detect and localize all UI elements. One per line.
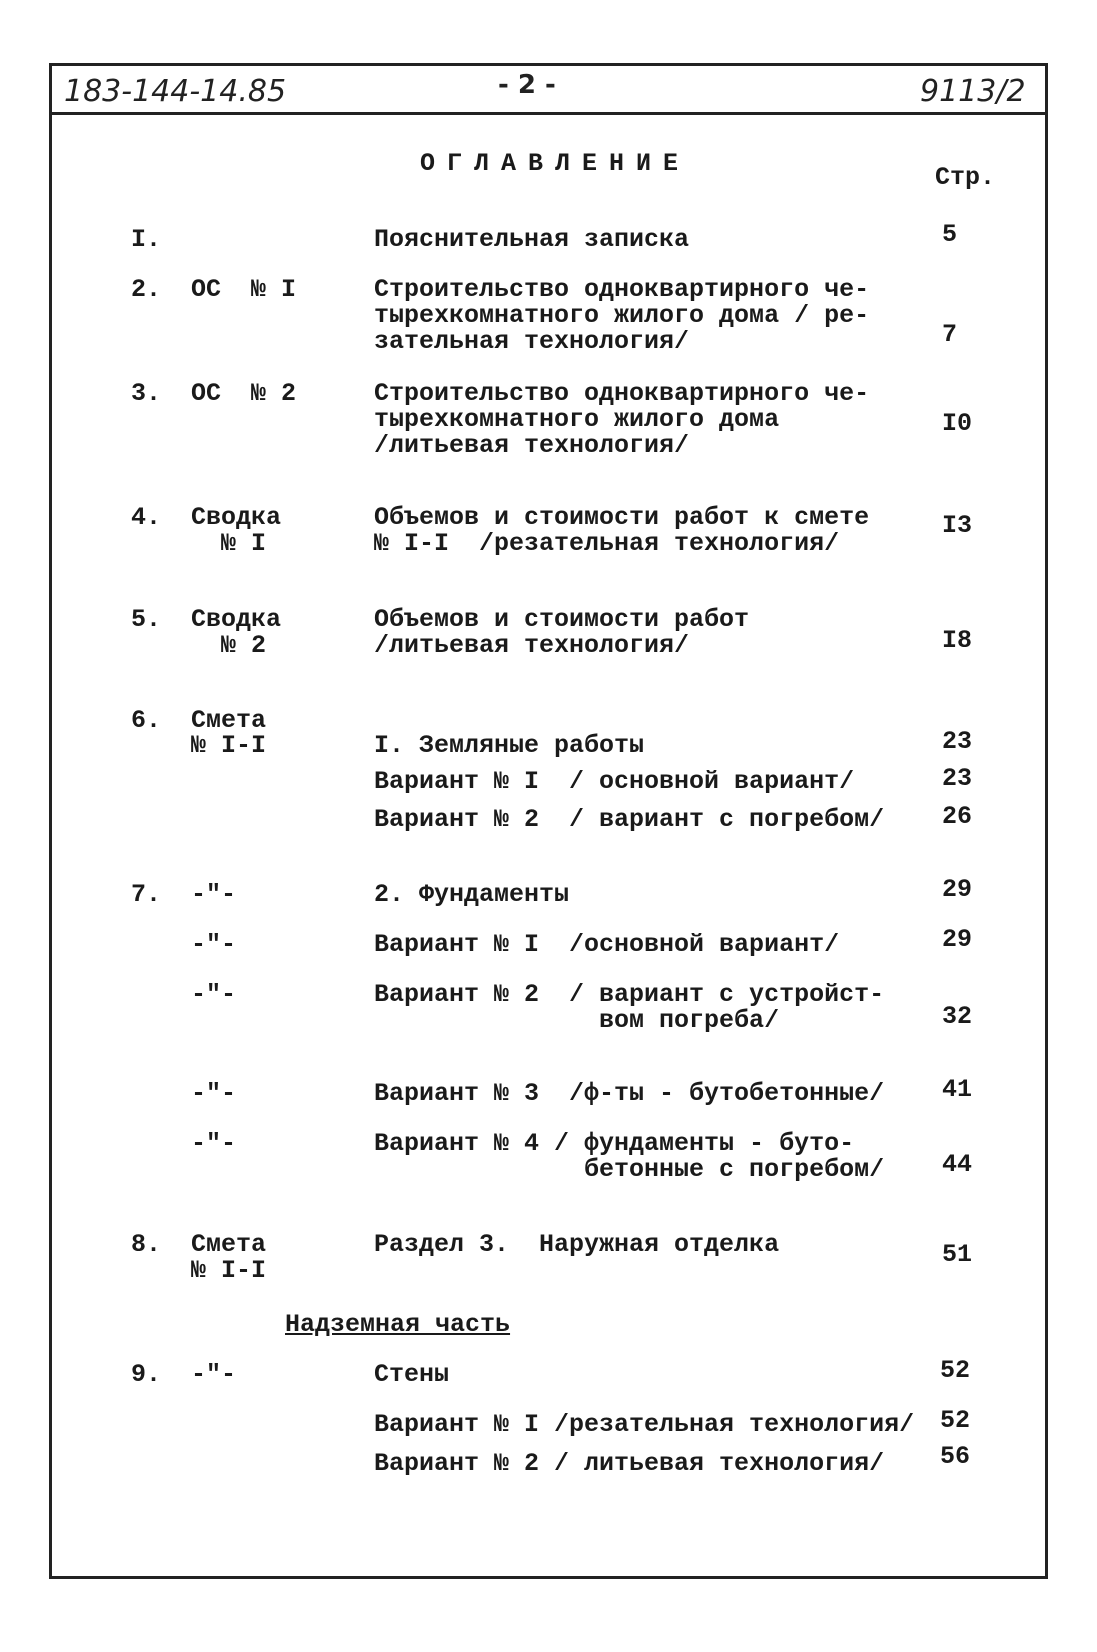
- page-number: - 2 -: [498, 70, 556, 100]
- entry-number: 4.: [131, 503, 162, 532]
- entry-text: Объемов и стоимости работ: [374, 605, 750, 634]
- entry-ref: -"-: [191, 930, 237, 959]
- entry-text: Вариант № I / основной вариант/: [374, 767, 855, 796]
- entry-page: 32: [942, 1002, 973, 1031]
- header-divider: [49, 112, 1048, 115]
- entry-ref: № I: [191, 529, 267, 558]
- doc-code: 183-144-14.85: [64, 74, 287, 109]
- entry-page: 41: [942, 1075, 973, 1104]
- entry-text: тырехкомнатного жилого дома / ре-: [374, 301, 870, 330]
- entry-text: бетонные с погребом/: [374, 1155, 885, 1184]
- entry-page: I8: [942, 626, 973, 655]
- entry-number: 6.: [131, 706, 162, 735]
- entry-text: /литьевая технология/: [374, 431, 690, 460]
- entry-text: Вариант № 2 / вариант с погребом/: [374, 805, 885, 834]
- entry-page: 51: [942, 1240, 973, 1269]
- entry-ref: -"-: [191, 1129, 237, 1158]
- entry-text: Вариант № I /основной вариант/: [374, 930, 840, 959]
- entry-text: Стены: [374, 1360, 450, 1389]
- entry-ref: -"-: [191, 980, 237, 1009]
- entry-text: Строительство одноквартирного че-: [374, 379, 870, 408]
- entry-text: I. Земляные работы: [374, 731, 645, 760]
- entry-page: 23: [942, 727, 973, 756]
- entry-page: I0: [942, 409, 973, 438]
- entry-ref: № I-I: [191, 1256, 267, 1285]
- entry-text: зательная технология/: [374, 327, 690, 356]
- entry-page: 52: [940, 1406, 971, 1435]
- entry-ref: -"-: [191, 880, 237, 909]
- entry-text: Раздел 3. Наружная отделка: [374, 1230, 780, 1259]
- entry-page: I3: [942, 511, 973, 540]
- entry-text: № I-I /резательная технология/: [374, 529, 840, 558]
- entry-text: Вариант № 3 /ф-ты - бутобетонные/: [374, 1079, 885, 1108]
- entry-number: 3.: [131, 379, 162, 408]
- entry-ref: № 2: [191, 631, 267, 660]
- entry-ref: ОС № I: [191, 275, 297, 304]
- entry-text: Вариант № 2 / литьевая технология/: [374, 1449, 885, 1478]
- entry-number: 8.: [131, 1230, 162, 1259]
- entry-page: 52: [940, 1356, 971, 1385]
- entry-number: 9.: [131, 1360, 162, 1389]
- entry-text: тырехкомнатного жилого дома: [374, 405, 780, 434]
- entry-page: 29: [942, 925, 973, 954]
- entry-number: 2.: [131, 275, 162, 304]
- entry-page: 5: [942, 220, 958, 249]
- entry-text: Пояснительная записка: [374, 225, 690, 254]
- entry-ref: Сводка: [191, 503, 282, 532]
- entry-page: 26: [942, 802, 973, 831]
- entry-text: вом погреба/: [374, 1006, 780, 1035]
- entry-text: Вариант № I /резательная технология/: [374, 1410, 915, 1439]
- entry-text: Объемов и стоимости работ к смете: [374, 503, 870, 532]
- page-column-header: Стр.: [935, 163, 996, 192]
- entry-text: Строительство одноквартирного че-: [374, 275, 870, 304]
- entry-text: 2. Фундаменты: [374, 880, 570, 909]
- page-title: ОГЛАВЛЕНИЕ: [420, 149, 691, 178]
- entry-text: /литьевая технология/: [374, 631, 690, 660]
- entry-page: 23: [942, 764, 973, 793]
- entry-ref: № I-I: [191, 731, 267, 760]
- entry-number: I.: [131, 225, 162, 254]
- entry-page: 29: [942, 875, 973, 904]
- entry-page: 56: [940, 1442, 971, 1471]
- entry-ref: Смета: [191, 706, 267, 735]
- sheet-number: 9113/2: [920, 74, 1026, 109]
- entry-page: 44: [942, 1150, 973, 1179]
- entry-page: 7: [942, 320, 958, 349]
- entry-text: Вариант № 4 / фундаменты - буто-: [374, 1129, 855, 1158]
- entry-text: Вариант № 2 / вариант с устройст-: [374, 980, 885, 1009]
- entry-ref: -"-: [191, 1079, 237, 1108]
- entry-ref: -"-: [191, 1360, 237, 1389]
- section-heading: Надземная часть: [285, 1310, 511, 1339]
- entry-ref: ОС № 2: [191, 379, 297, 408]
- entry-ref: Смета: [191, 1230, 267, 1259]
- entry-number: 5.: [131, 605, 162, 634]
- entry-number: 7.: [131, 880, 162, 909]
- entry-ref: Сводка: [191, 605, 282, 634]
